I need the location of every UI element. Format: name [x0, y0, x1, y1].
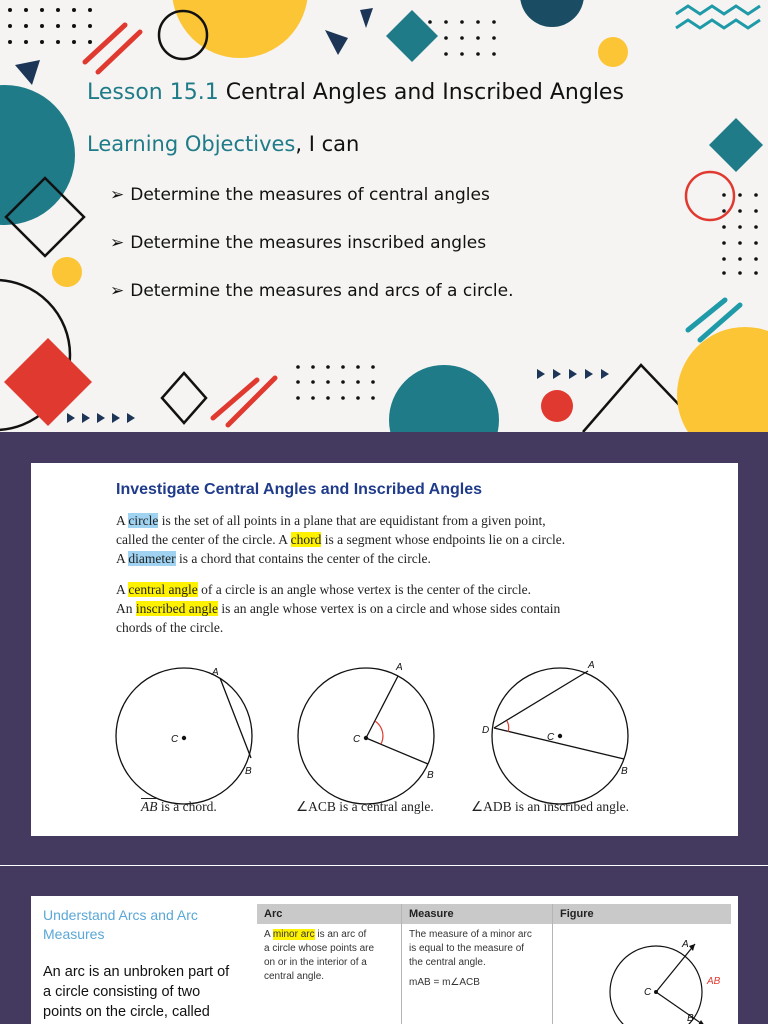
- dot-grid-bottom-middle: [296, 365, 375, 400]
- lesson-number: Lesson 15.1: [87, 80, 219, 105]
- lesson-name: Central Angles and Inscribed Angles: [218, 80, 624, 105]
- label-c: C: [353, 734, 361, 745]
- objective-text: Determine the measures and arcs of a circle.: [130, 281, 514, 301]
- text-line: is equal to the measure of: [409, 943, 525, 954]
- text: A: [116, 513, 129, 528]
- triangle-navy-3: [360, 8, 373, 28]
- definition-paragraph: [116, 580, 560, 637]
- label-a: A: [212, 667, 219, 678]
- figure-central-angle: [298, 662, 434, 804]
- arc-measure-formula: mAB = m∠ACB: [409, 977, 480, 988]
- lesson-title: [87, 80, 624, 105]
- column-header-figure: Figure: [553, 904, 731, 924]
- text: A: [116, 582, 129, 597]
- column-divider: [552, 904, 553, 1024]
- label-arc-ab: AB: [707, 976, 721, 987]
- section-heading: Investigate Central Angles and Inscribed Angles: [116, 481, 483, 498]
- text-line: central angle.: [264, 971, 325, 982]
- teal-semicircle-bottom: [389, 365, 499, 432]
- term-minor-arc: minor arc: [272, 929, 315, 940]
- dot-grid-right: [722, 193, 758, 275]
- text-line: The measure of a minor arc: [409, 929, 532, 940]
- objectives-label: Learning Objectives: [87, 132, 296, 156]
- arrow-bullet-icon: ➢: [110, 281, 125, 301]
- yellow-circle-bottom-right: [677, 327, 768, 432]
- teal-semicircle-left: [0, 85, 75, 225]
- red-slashes-top: [85, 25, 140, 72]
- column-header-measure: Measure: [402, 904, 552, 924]
- text-line: a circle whose points are: [264, 943, 375, 954]
- decorative-shapes: [0, 0, 768, 432]
- text-line: An arc is an unbroken part of: [43, 964, 230, 980]
- text-line: on or in the interior of a: [264, 957, 367, 968]
- yellow-dot-top: [598, 37, 628, 67]
- label-b: B: [621, 766, 628, 777]
- objective-text: Determine the measures inscribed angles: [130, 233, 487, 253]
- text: is a chord that contains the center of the circle.: [175, 551, 431, 566]
- figure-chord: [116, 667, 252, 804]
- text: A: [264, 929, 273, 940]
- column-header-arc: Arc: [257, 904, 401, 924]
- cell-measure: [402, 928, 552, 990]
- objectives-heading: [87, 132, 359, 156]
- definition-paragraph: [116, 511, 565, 568]
- caption-inscribed: ∠ADB is an inscribed angle.: [471, 799, 629, 814]
- cell-arc: [257, 928, 401, 984]
- caption-chord: [141, 799, 217, 815]
- teal-zigzags: [676, 6, 760, 28]
- triangle-navy-2: [325, 30, 348, 55]
- arc-ab: $\overline{AB}$: [141, 799, 158, 814]
- text: A: [116, 551, 129, 566]
- text: is an angle whose vertex is on a circle and whose sides contain: [217, 601, 561, 616]
- title-slide: [0, 0, 768, 432]
- textbook-page: [31, 463, 738, 836]
- term-chord: chord: [290, 532, 322, 547]
- label-a: A: [588, 660, 595, 671]
- triangle-row-bottom-left: [67, 413, 135, 423]
- text: called the center of the circle. A: [116, 532, 291, 547]
- text-line: the central angle.: [409, 957, 486, 968]
- label-a: A: [396, 662, 403, 673]
- red-dot-bottom: [541, 390, 573, 422]
- section-heading: [43, 906, 198, 944]
- label-d: D: [482, 725, 490, 736]
- circle-figures: [31, 648, 738, 848]
- text: is the set of all points in a plane that are equidistant from a given point,: [158, 513, 546, 528]
- label-b: B: [427, 770, 434, 781]
- triangle-row-bottom-right: [537, 369, 609, 379]
- arrow-bullet-icon: ➢: [110, 185, 125, 205]
- yellow-dot-left: [52, 257, 82, 287]
- teal-diamond-top: [386, 10, 438, 62]
- dot-grid-top-left: [8, 8, 92, 44]
- caption-central: ∠ACB is a central angle.: [296, 799, 434, 814]
- label-c: C: [547, 732, 555, 743]
- arrow-bullet-icon: ➢: [110, 233, 125, 253]
- objectives-suffix: , I can: [295, 132, 360, 156]
- text: chords of the circle.: [116, 620, 224, 635]
- dot-grid-top-middle: [428, 20, 496, 56]
- red-diamond-bottom-left: [4, 338, 92, 426]
- navy-circle-top: [520, 0, 584, 27]
- text: is a segment whose endpoints lie on a circle.: [321, 532, 566, 547]
- term-inscribed-angle: inscribed angle: [135, 601, 218, 616]
- heading-line: Measures: [43, 926, 105, 942]
- arc-definition-text: [43, 962, 229, 1022]
- label-b: B: [687, 1013, 694, 1024]
- red-slashes-bottom: [213, 378, 275, 425]
- term-diameter: diameter: [128, 551, 176, 566]
- term-circle: circle: [128, 513, 159, 528]
- label-c: C: [171, 734, 179, 745]
- text: is a chord.: [157, 799, 217, 814]
- label-c: C: [644, 987, 652, 998]
- text-line: a circle consisting of two: [43, 984, 201, 1000]
- yellow-circle-top: [172, 0, 308, 58]
- label-b: B: [245, 766, 252, 777]
- text: is an arc of: [314, 929, 367, 940]
- teal-diamond-right: [709, 118, 763, 172]
- cell-figure: [557, 926, 727, 1024]
- red-outline-circle-right: [686, 172, 734, 220]
- objective-text: Determine the measures of central angles: [130, 185, 490, 205]
- figure-inscribed-angle: [482, 660, 628, 804]
- label-a: A: [682, 939, 689, 950]
- triangle-navy-1: [15, 60, 40, 85]
- objective-item: [110, 281, 514, 301]
- objective-item: [110, 185, 490, 205]
- term-central-angle: central angle: [128, 582, 198, 597]
- text-line: points on the circle, called: [43, 1004, 210, 1020]
- heading-line: Understand Arcs and Arc: [43, 907, 198, 923]
- outline-diamond-bottom: [162, 373, 206, 423]
- objective-item: [110, 233, 486, 253]
- text: of a circle is an angle whose vertex is the center of the circle.: [197, 582, 531, 597]
- text: An: [116, 601, 136, 616]
- arc-table: [257, 904, 731, 1024]
- textbook-page-arcs: [31, 896, 738, 1024]
